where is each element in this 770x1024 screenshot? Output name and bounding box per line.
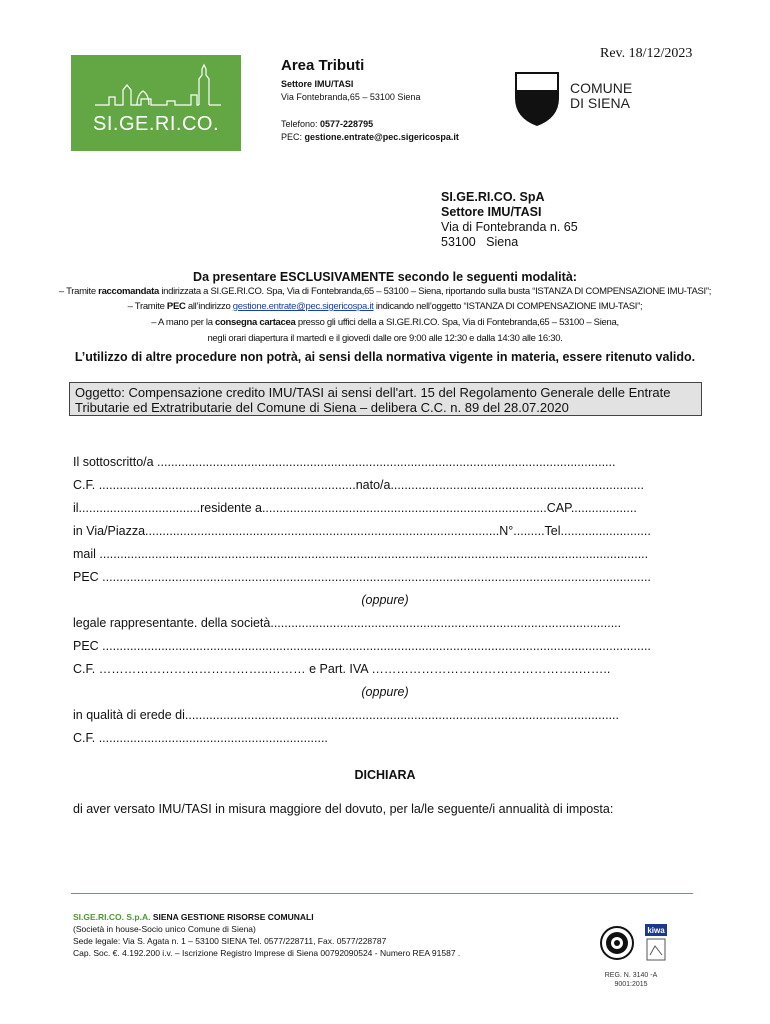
comune-text bbox=[570, 81, 632, 111]
svg-text:kiwa: kiwa bbox=[647, 926, 665, 935]
field-legale-rappresentante[interactable]: legale rappresentante. della società..................................................................................................... bbox=[73, 616, 622, 630]
footer-company bbox=[73, 911, 314, 923]
text: – Tramite bbox=[127, 301, 167, 312]
oppure-label: (oppure) bbox=[361, 593, 409, 607]
text: – Tramite bbox=[58, 286, 99, 297]
modalita-raccomandata bbox=[0, 286, 770, 297]
reg-line1: REG. N. 3140 -A bbox=[604, 972, 658, 979]
recipient-address: Via di Fontebranda n. 65 bbox=[441, 220, 578, 234]
field-pec[interactable]: PEC .............................................................................................................................................................. bbox=[73, 570, 651, 584]
comune-line1: COMUNE bbox=[570, 80, 633, 96]
text-bold: consegna cartacea bbox=[215, 317, 296, 328]
text: all’indirizzo bbox=[185, 301, 233, 312]
field-cf-nato[interactable]: C.F. ..........................................................................nato/a......................................................................... bbox=[73, 478, 644, 492]
text: presso gli uffici della a SI.GE.RI.CO. Spa, Via di Fontebranda,65 – 53100 – Siena, bbox=[295, 317, 619, 328]
revision-date: Rev. 18/12/2023 bbox=[600, 46, 693, 61]
footer-line-capitale: Cap. Soc. €. 4.192.200 i.v. – Iscrizione Registro Imprese di Siena 00792090524 - Numero REA 91587 . bbox=[73, 948, 461, 958]
text-bold: PEC bbox=[166, 301, 186, 312]
header-pec bbox=[281, 131, 459, 144]
recipient-name: SI.GE.RI.CO. SpA bbox=[441, 190, 545, 204]
field-cf-partita-iva[interactable]: C.F. …………………………………..……… e Part. IVA …………………………………………..…….. bbox=[73, 662, 611, 676]
footer-line-socio: (Società in house-Socio unico Comune di Siena) bbox=[73, 924, 256, 934]
footer-company-long: SIENA GESTIONE RISORSE COMUNALI bbox=[150, 912, 314, 922]
text: – A mano per la bbox=[151, 317, 216, 328]
field-cf-erede[interactable]: C.F. .................................................................. bbox=[73, 731, 328, 745]
footer-divider bbox=[71, 893, 693, 894]
comune-line2: DI SIENA bbox=[570, 95, 630, 111]
footer-line-sede: Sede legale: Via S. Agata n. 1 – 53100 SIENA Tel. 0577/228711, Fax. 0577/228787 bbox=[73, 936, 387, 946]
footer-company-short: SI.GE.RI.CO. S.p.A. bbox=[73, 912, 151, 922]
comune-di-siena-logo bbox=[509, 66, 651, 130]
modalita-orari: negli orari diapertura il martedì e il giovedì dalle ore 9:00 alle 12:30 e dalla 14:30 alle 16:30. bbox=[207, 333, 563, 344]
area-title: Area Tributi bbox=[281, 57, 365, 74]
oggetto-box: Oggetto: Compensazione credito IMU/TASI ai sensi dell'art. 15 del Regolamento Generale delle Entrate Tributarie ed Extratributarie del Comune di Siena – delibera C.C. n. 89 del 28.07.2020 bbox=[69, 382, 702, 416]
kiwa-logo-icon bbox=[645, 924, 667, 962]
field-sottoscritto[interactable]: Il sottoscritto/a .................................................................................................................................... bbox=[73, 455, 616, 469]
field-mail[interactable]: mail .............................................................................................................................................................. bbox=[73, 547, 649, 561]
certification-reg-text bbox=[596, 971, 666, 989]
reg-line2: 9001:2015 bbox=[614, 981, 648, 988]
siena-skyline-icon bbox=[71, 55, 241, 151]
field-via-numero-tel[interactable]: in Via/Piazza......................................................................................................N°.........Tel.......................... bbox=[73, 524, 651, 538]
header-phone bbox=[281, 118, 373, 131]
recipient-city: 53100 Siena bbox=[441, 235, 519, 249]
header-address: Via Fontebranda,65 – 53100 Siena bbox=[281, 92, 421, 102]
field-pec-societa[interactable]: PEC .............................................................................................................................................................. bbox=[73, 639, 651, 653]
modalita-heading: Da presentare ESCLUSIVAMENTE secondo le seguenti modalità: bbox=[193, 270, 577, 284]
text-bold: raccomandata bbox=[98, 286, 159, 297]
oppure-label: (oppure) bbox=[361, 685, 409, 699]
recipient-settore: Settore IMU/TASI bbox=[441, 205, 542, 219]
sigerico-logo bbox=[71, 55, 241, 151]
header-settore: Settore IMU/TASI bbox=[281, 79, 354, 89]
pec-value: gestione.entrate@pec.sigericospa.it bbox=[304, 132, 459, 142]
text: indicando nell’oggetto “ISTANZA DI COMPENSAZIONE IMU-TASI”; bbox=[373, 301, 643, 312]
modalita-pec bbox=[0, 301, 770, 312]
field-erede[interactable]: in qualità di erede di............................................................................................................................. bbox=[73, 708, 619, 722]
validity-warning: L’utilizzo di altre procedure non potrà, ai sensi della normativa vigente in materia, essere ritenuto valido. bbox=[74, 350, 696, 364]
modalita-a-mano bbox=[0, 317, 770, 328]
pec-email-link[interactable]: gestione.entrate@pec.sigericospa.it bbox=[232, 301, 374, 312]
logo-text: SI.GE.RI.CO. bbox=[92, 113, 220, 135]
accredia-seal-icon bbox=[599, 925, 635, 966]
text: indirizzata a SI.GE.RI.CO. Spa, Via di Fontebranda,65 – 53100 – Siena, riportando sulla busta “ISTANZA DI COMPENSAZIONE IMU-TASI”; bbox=[159, 286, 712, 297]
dichiara-text: di aver versato IMU/TASI in misura maggiore del dovuto, per la/le seguente/i annualità di imposta: bbox=[73, 802, 614, 816]
phone-value: 0577-228795 bbox=[320, 119, 374, 129]
dichiara-heading: DICHIARA bbox=[354, 768, 416, 782]
pec-label: PEC: bbox=[281, 132, 305, 142]
siena-shield-icon bbox=[509, 66, 565, 130]
field-data-residenza-cap[interactable]: il...................................residente a..................................................................................CAP................... bbox=[73, 501, 637, 515]
phone-label: Telefono: bbox=[281, 119, 321, 129]
